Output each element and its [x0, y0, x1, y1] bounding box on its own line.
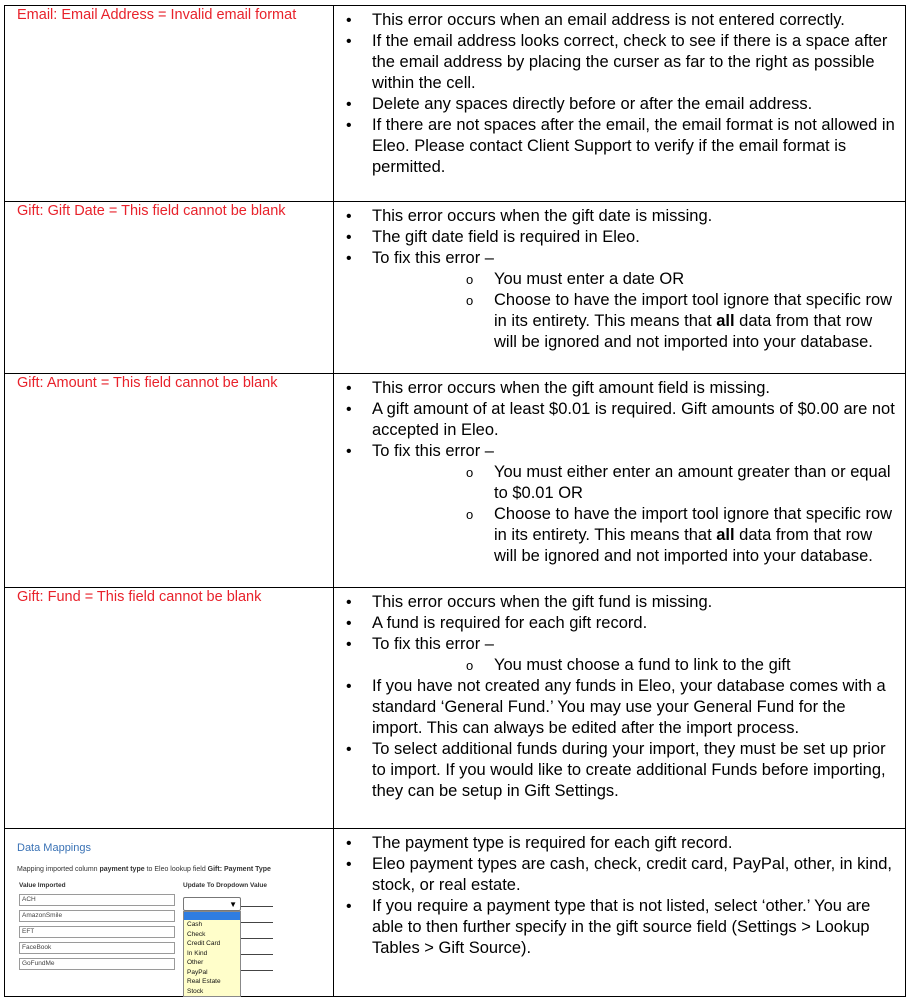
bullet-item	[342, 634, 899, 676]
error-message: Gift: Amount = This field cannot be blank	[17, 375, 278, 391]
table-row	[5, 829, 906, 997]
bullet-text: The payment type is required for each gift record.	[372, 834, 733, 852]
data-mappings-header	[17, 882, 333, 892]
error-cell	[5, 6, 334, 202]
imported-value-field[interactable]: GoFundMe	[19, 958, 175, 970]
chevron-down-icon: ▼	[229, 900, 237, 909]
error-message: Gift: Gift Date = This field cannot be blank	[17, 203, 286, 219]
sub-bullet-item	[372, 290, 899, 353]
explanation-cell	[334, 374, 906, 588]
bullet-list	[342, 206, 899, 353]
data-mappings-screenshot	[17, 833, 333, 993]
payment-type-option[interactable]: Credit Card	[187, 940, 221, 947]
bullet-item	[342, 833, 899, 854]
table-row	[5, 374, 906, 588]
bullet-text: This error occurs when an email address is not entered correctly.	[372, 11, 845, 29]
bullet-item	[342, 248, 899, 353]
mapping-row	[17, 940, 333, 956]
data-mappings-title: Data Mappings	[17, 842, 91, 854]
explanation-cell	[334, 829, 906, 997]
bullet-list	[342, 592, 899, 802]
sub-bullet-item	[372, 269, 899, 290]
bullet-text: Delete any spaces directly before or after the email address.	[372, 95, 813, 113]
bullet-text: This error occurs when the gift date is missing.	[372, 207, 713, 225]
bullet-item	[342, 896, 899, 959]
bullet-item	[342, 441, 899, 567]
bullet-text: If you have not created any funds in Eleo, your database comes with a standard ‘General Fund.’ You may use your General Fund for the import. This can always be edited after the import process.	[372, 677, 886, 737]
bullet-list	[342, 10, 899, 178]
payment-type-option[interactable]: In Kind	[187, 949, 208, 957]
bullet-item	[342, 378, 899, 399]
bullet-text: Choose to have the import tool ignore that specific row in its entirety. This means that	[494, 505, 893, 544]
bullet-item	[342, 10, 899, 31]
sub-bullet-item	[372, 504, 899, 567]
bullet-text: To select additional funds during your import, they must be set up prior to import. If you would like to create additional Funds before importing, they can be setup in Gift Settings.	[372, 740, 886, 800]
table-row	[5, 588, 906, 829]
sub-bullet-list	[372, 269, 899, 353]
table-row	[5, 202, 906, 374]
mapping-row	[17, 892, 333, 908]
mapping-row	[17, 908, 333, 924]
sub-bullet-item	[372, 462, 899, 504]
mapping-row	[17, 924, 333, 940]
error-cell	[5, 202, 334, 374]
bullet-item	[342, 613, 899, 634]
bullet-item	[342, 31, 899, 94]
payment-type-option[interactable]: Cash	[187, 921, 203, 928]
bullet-item	[342, 115, 899, 178]
error-message: Gift: Fund = This field cannot be blank	[17, 589, 262, 605]
bullet-text: This error occurs when the gift amount field is missing.	[372, 379, 770, 397]
bullet-text: To fix this error –	[372, 442, 494, 460]
bullet-text: You must choose a fund to link to the gift	[494, 656, 791, 674]
bullet-item	[342, 399, 899, 441]
payment-type-option[interactable]: PayPal	[187, 968, 208, 976]
imported-value-field[interactable]: EFT	[19, 926, 175, 938]
error-message: Email: Email Address = Invalid email format	[17, 7, 297, 23]
payment-type-options[interactable]	[183, 911, 241, 997]
bullet-item	[342, 854, 899, 896]
bullet-text: You must enter a date OR	[494, 270, 685, 288]
bullet-text: data from that row will be ignored and not imported into your database.	[494, 526, 873, 565]
bullet-text: A fund is required for each gift record.	[372, 614, 648, 632]
bullet-text: To fix this error –	[372, 635, 494, 653]
data-mappings-description: Mapping imported column payment type to Eleo lookup field Gift: Payment Type	[17, 866, 271, 873]
mapping-rows	[17, 892, 333, 972]
emphasis-text: all	[716, 312, 735, 330]
bullet-text: Eleo payment types are cash, check, credit card, PayPal, other, in kind, stock, or real estate.	[372, 855, 893, 894]
error-guide-table	[4, 5, 906, 997]
payment-type-select[interactable]	[183, 897, 241, 911]
explanation-cell	[334, 202, 906, 374]
mapping-row	[17, 956, 333, 972]
bullet-text: The gift date field is required in Eleo.	[372, 228, 640, 246]
sub-bullet-list	[372, 655, 899, 676]
payment-type-option[interactable]: Other	[187, 959, 204, 966]
bullet-text: If you require a payment type that is not listed, select ‘other.’ You are able to then further specify in the gift source field (Settings > Lookup Tables > Gift Source).	[372, 897, 871, 957]
bullet-item	[342, 94, 899, 115]
column-header-update: Update To Dropdown Value	[183, 882, 268, 889]
explanation-cell	[334, 6, 906, 202]
error-cell	[5, 374, 334, 588]
payment-type-option[interactable]: Real Estate	[187, 978, 221, 985]
bullet-text: If the email address looks correct, check to see if there is a space after the email address by placing the curser as far to the right as possible within the cell.	[372, 32, 888, 92]
bullet-item	[342, 676, 899, 739]
bullet-text: If there are not spaces after the email, the email format is not allowed in Eleo. Please contact Client Support to verify if the email format is permitted.	[372, 116, 895, 176]
bullet-text: Choose to have the import tool ignore that specific row in its entirety. This means that	[494, 291, 893, 330]
sub-bullet-list	[372, 462, 899, 567]
bullet-item	[342, 227, 899, 248]
bullet-text: data from that row will be ignored and not imported into your database.	[494, 312, 873, 351]
payment-type-option[interactable]: Check	[187, 930, 206, 938]
payment-type-option[interactable]: Stock	[187, 987, 204, 995]
highlighted-option[interactable]	[184, 912, 240, 920]
sub-bullet-item	[372, 655, 899, 676]
bullet-text: To fix this error –	[372, 249, 494, 267]
data-mappings-cell	[5, 829, 334, 997]
bullet-text: This error occurs when the gift fund is missing.	[372, 593, 713, 611]
bullet-item	[342, 739, 899, 802]
bullet-text: You must either enter an amount greater than or equal to $0.01 OR	[494, 463, 891, 502]
table-row	[5, 6, 906, 202]
error-cell	[5, 588, 334, 829]
bullet-list	[342, 378, 899, 567]
bullet-text: A gift amount of at least $0.01 is required. Gift amounts of $0.00 are not accepted in Eleo.	[372, 400, 895, 439]
bullet-item	[342, 592, 899, 613]
imported-value-field[interactable]: AmazonSmile	[19, 910, 175, 922]
bullet-list	[342, 833, 899, 959]
imported-value-field[interactable]: ACH	[19, 894, 175, 906]
imported-value-field[interactable]: FaceBook	[19, 942, 175, 954]
explanation-cell	[334, 588, 906, 829]
emphasis-text: all	[716, 526, 735, 544]
bullet-item	[342, 206, 899, 227]
column-header-imported: Value Imported	[19, 882, 66, 889]
